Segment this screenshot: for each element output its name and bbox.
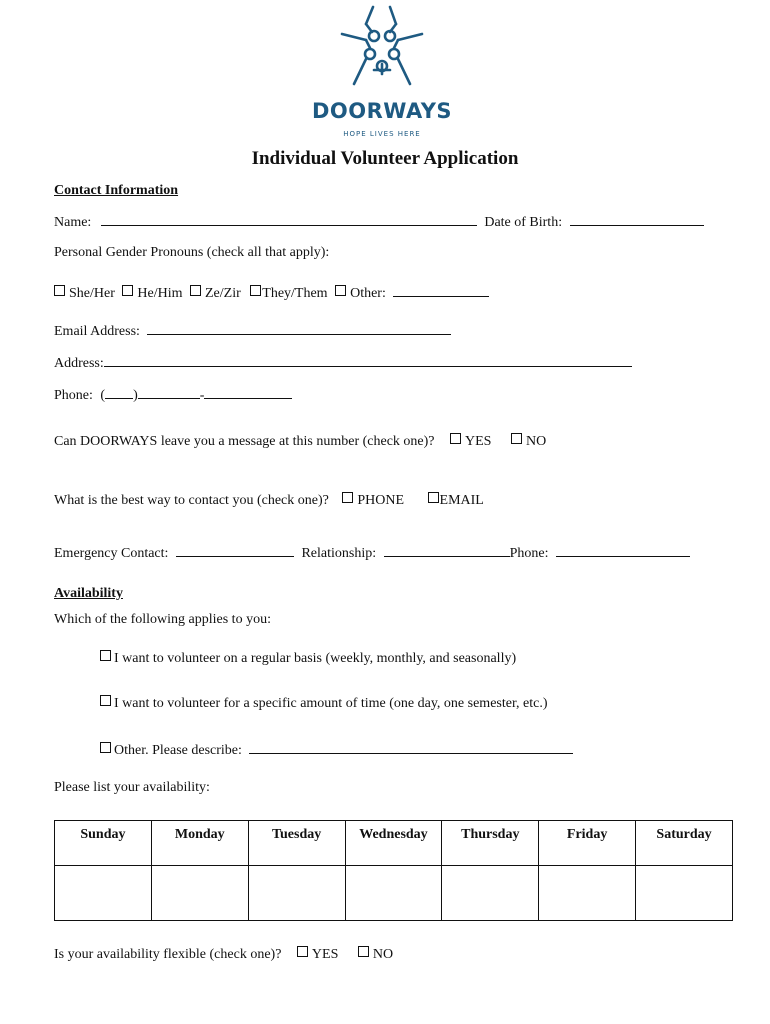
best-contact-email-label: EMAIL bbox=[439, 493, 484, 508]
date-of-birth-input[interactable] bbox=[570, 213, 704, 226]
logo-tagline: HOPE LIVES HERE bbox=[343, 130, 421, 138]
phone-row bbox=[54, 386, 292, 404]
leave-message-row bbox=[54, 434, 546, 450]
availability-table-header-row bbox=[55, 821, 733, 866]
day-header-sunday: Sunday bbox=[55, 821, 152, 866]
address-label: Address: bbox=[54, 356, 104, 371]
pronoun-checkbox-she-her[interactable] bbox=[54, 285, 65, 296]
pronoun-other-input[interactable] bbox=[393, 284, 489, 297]
pronoun-option-they-them: They/Them bbox=[262, 286, 328, 301]
availability-other-checkbox[interactable] bbox=[100, 742, 111, 753]
availability-list-label: Please list your availability: bbox=[54, 780, 210, 795]
flexible-no-checkbox[interactable] bbox=[358, 946, 369, 957]
pronoun-option-he-him: He/Him bbox=[137, 286, 183, 301]
day-header-tuesday: Tuesday bbox=[248, 821, 345, 866]
emergency-contact-label: Emergency Contact: bbox=[54, 546, 169, 561]
name-label: Name: bbox=[54, 215, 92, 230]
availability-cell-wednesday[interactable] bbox=[345, 866, 442, 921]
email-label: Email Address: bbox=[54, 324, 140, 339]
availability-table-entry-row bbox=[55, 866, 733, 921]
availability-cell-tuesday[interactable] bbox=[248, 866, 345, 921]
pronouns-label: Personal Gender Pronouns (check all that apply): bbox=[54, 245, 330, 260]
name-input[interactable] bbox=[101, 213, 477, 226]
pronoun-option-ze-zir: Ze/Zir bbox=[205, 286, 241, 301]
phone-line-input[interactable] bbox=[204, 386, 292, 399]
emergency-contact-row bbox=[54, 544, 690, 562]
day-header-monday: Monday bbox=[151, 821, 248, 866]
best-contact-phone-checkbox[interactable] bbox=[342, 492, 353, 503]
flexible-row bbox=[54, 947, 393, 963]
phone-dash: - bbox=[199, 388, 205, 403]
logo-wordmark: DOORWAYS bbox=[311, 99, 453, 123]
pronoun-checkbox-ze-zir[interactable] bbox=[190, 285, 201, 296]
pronoun-checkbox-he-him[interactable] bbox=[122, 285, 133, 296]
phone-area-close: ) bbox=[133, 388, 138, 403]
availability-cell-saturday[interactable] bbox=[636, 866, 733, 921]
day-header-thursday: Thursday bbox=[442, 821, 539, 866]
availability-other-label: Other. Please describe: bbox=[114, 743, 242, 758]
availability-cell-monday[interactable] bbox=[151, 866, 248, 921]
leave-message-yes-checkbox[interactable] bbox=[450, 433, 461, 444]
emergency-phone-label: Phone: bbox=[509, 546, 549, 561]
availability-cell-thursday[interactable] bbox=[442, 866, 539, 921]
contact-information-heading: Contact Information bbox=[54, 183, 179, 198]
day-header-saturday: Saturday bbox=[636, 821, 733, 866]
availability-applies-label: Which of the following applies to you: bbox=[54, 612, 271, 627]
flexible-question: Is your availability flexible (check one)? bbox=[54, 947, 282, 962]
best-contact-phone-label: PHONE bbox=[357, 493, 405, 508]
email-row bbox=[54, 322, 451, 340]
address-row bbox=[54, 354, 632, 372]
availability-cell-friday[interactable] bbox=[539, 866, 636, 921]
availability-specific-label: I want to volunteer for a specific amount of time (one day, one semester, etc.) bbox=[114, 696, 548, 711]
availability-regular-label: I want to volunteer on a regular basis (weekly, monthly, and seasonally) bbox=[114, 651, 517, 666]
best-contact-question: What is the best way to contact you (check one)? bbox=[54, 493, 329, 508]
availability-table bbox=[54, 820, 733, 921]
relationship-label: Relationship: bbox=[301, 546, 377, 561]
doorways-star-logo-icon bbox=[336, 4, 428, 94]
flexible-yes-label: YES bbox=[311, 947, 339, 962]
availability-regular-checkbox[interactable] bbox=[100, 650, 111, 661]
leave-message-no-checkbox[interactable] bbox=[511, 433, 522, 444]
form-title: Individual Volunteer Application bbox=[251, 148, 519, 169]
flexible-yes-checkbox[interactable] bbox=[297, 946, 308, 957]
availability-option-other bbox=[100, 741, 573, 759]
day-header-wednesday: Wednesday bbox=[345, 821, 442, 866]
day-header-friday: Friday bbox=[539, 821, 636, 866]
pronoun-option-she-her: She/Her bbox=[69, 286, 115, 301]
best-contact-email-checkbox[interactable] bbox=[428, 492, 439, 503]
leave-message-question: Can DOORWAYS leave you a message at this number (check one)? bbox=[54, 434, 435, 449]
best-contact-row bbox=[54, 493, 484, 509]
availability-specific-checkbox[interactable] bbox=[100, 695, 111, 706]
leave-message-yes-label: YES bbox=[465, 434, 492, 449]
phone-area-code-input[interactable] bbox=[105, 386, 133, 399]
leave-message-no-label: NO bbox=[525, 434, 547, 449]
emergency-contact-input[interactable] bbox=[176, 544, 294, 557]
availability-other-input[interactable] bbox=[249, 741, 573, 754]
address-input[interactable] bbox=[104, 354, 632, 367]
availability-option-specific bbox=[100, 696, 548, 712]
pronouns-options bbox=[54, 284, 489, 302]
phone-prefix-input[interactable] bbox=[138, 386, 200, 399]
phone-area-open: ( bbox=[100, 388, 106, 403]
relationship-input[interactable] bbox=[384, 544, 510, 557]
availability-heading: Availability bbox=[54, 586, 123, 601]
phone-label: Phone: bbox=[54, 388, 93, 403]
name-row bbox=[54, 213, 704, 231]
email-input[interactable] bbox=[147, 322, 451, 335]
pronoun-checkbox-they-them[interactable] bbox=[250, 285, 261, 296]
flexible-no-label: NO bbox=[372, 947, 394, 962]
date-of-birth-label: Date of Birth: bbox=[484, 215, 563, 230]
availability-cell-sunday[interactable] bbox=[55, 866, 152, 921]
availability-option-regular bbox=[100, 651, 516, 667]
pronoun-option-other: Other: bbox=[350, 286, 386, 301]
emergency-phone-input[interactable] bbox=[556, 544, 690, 557]
pronoun-checkbox-other[interactable] bbox=[335, 285, 346, 296]
